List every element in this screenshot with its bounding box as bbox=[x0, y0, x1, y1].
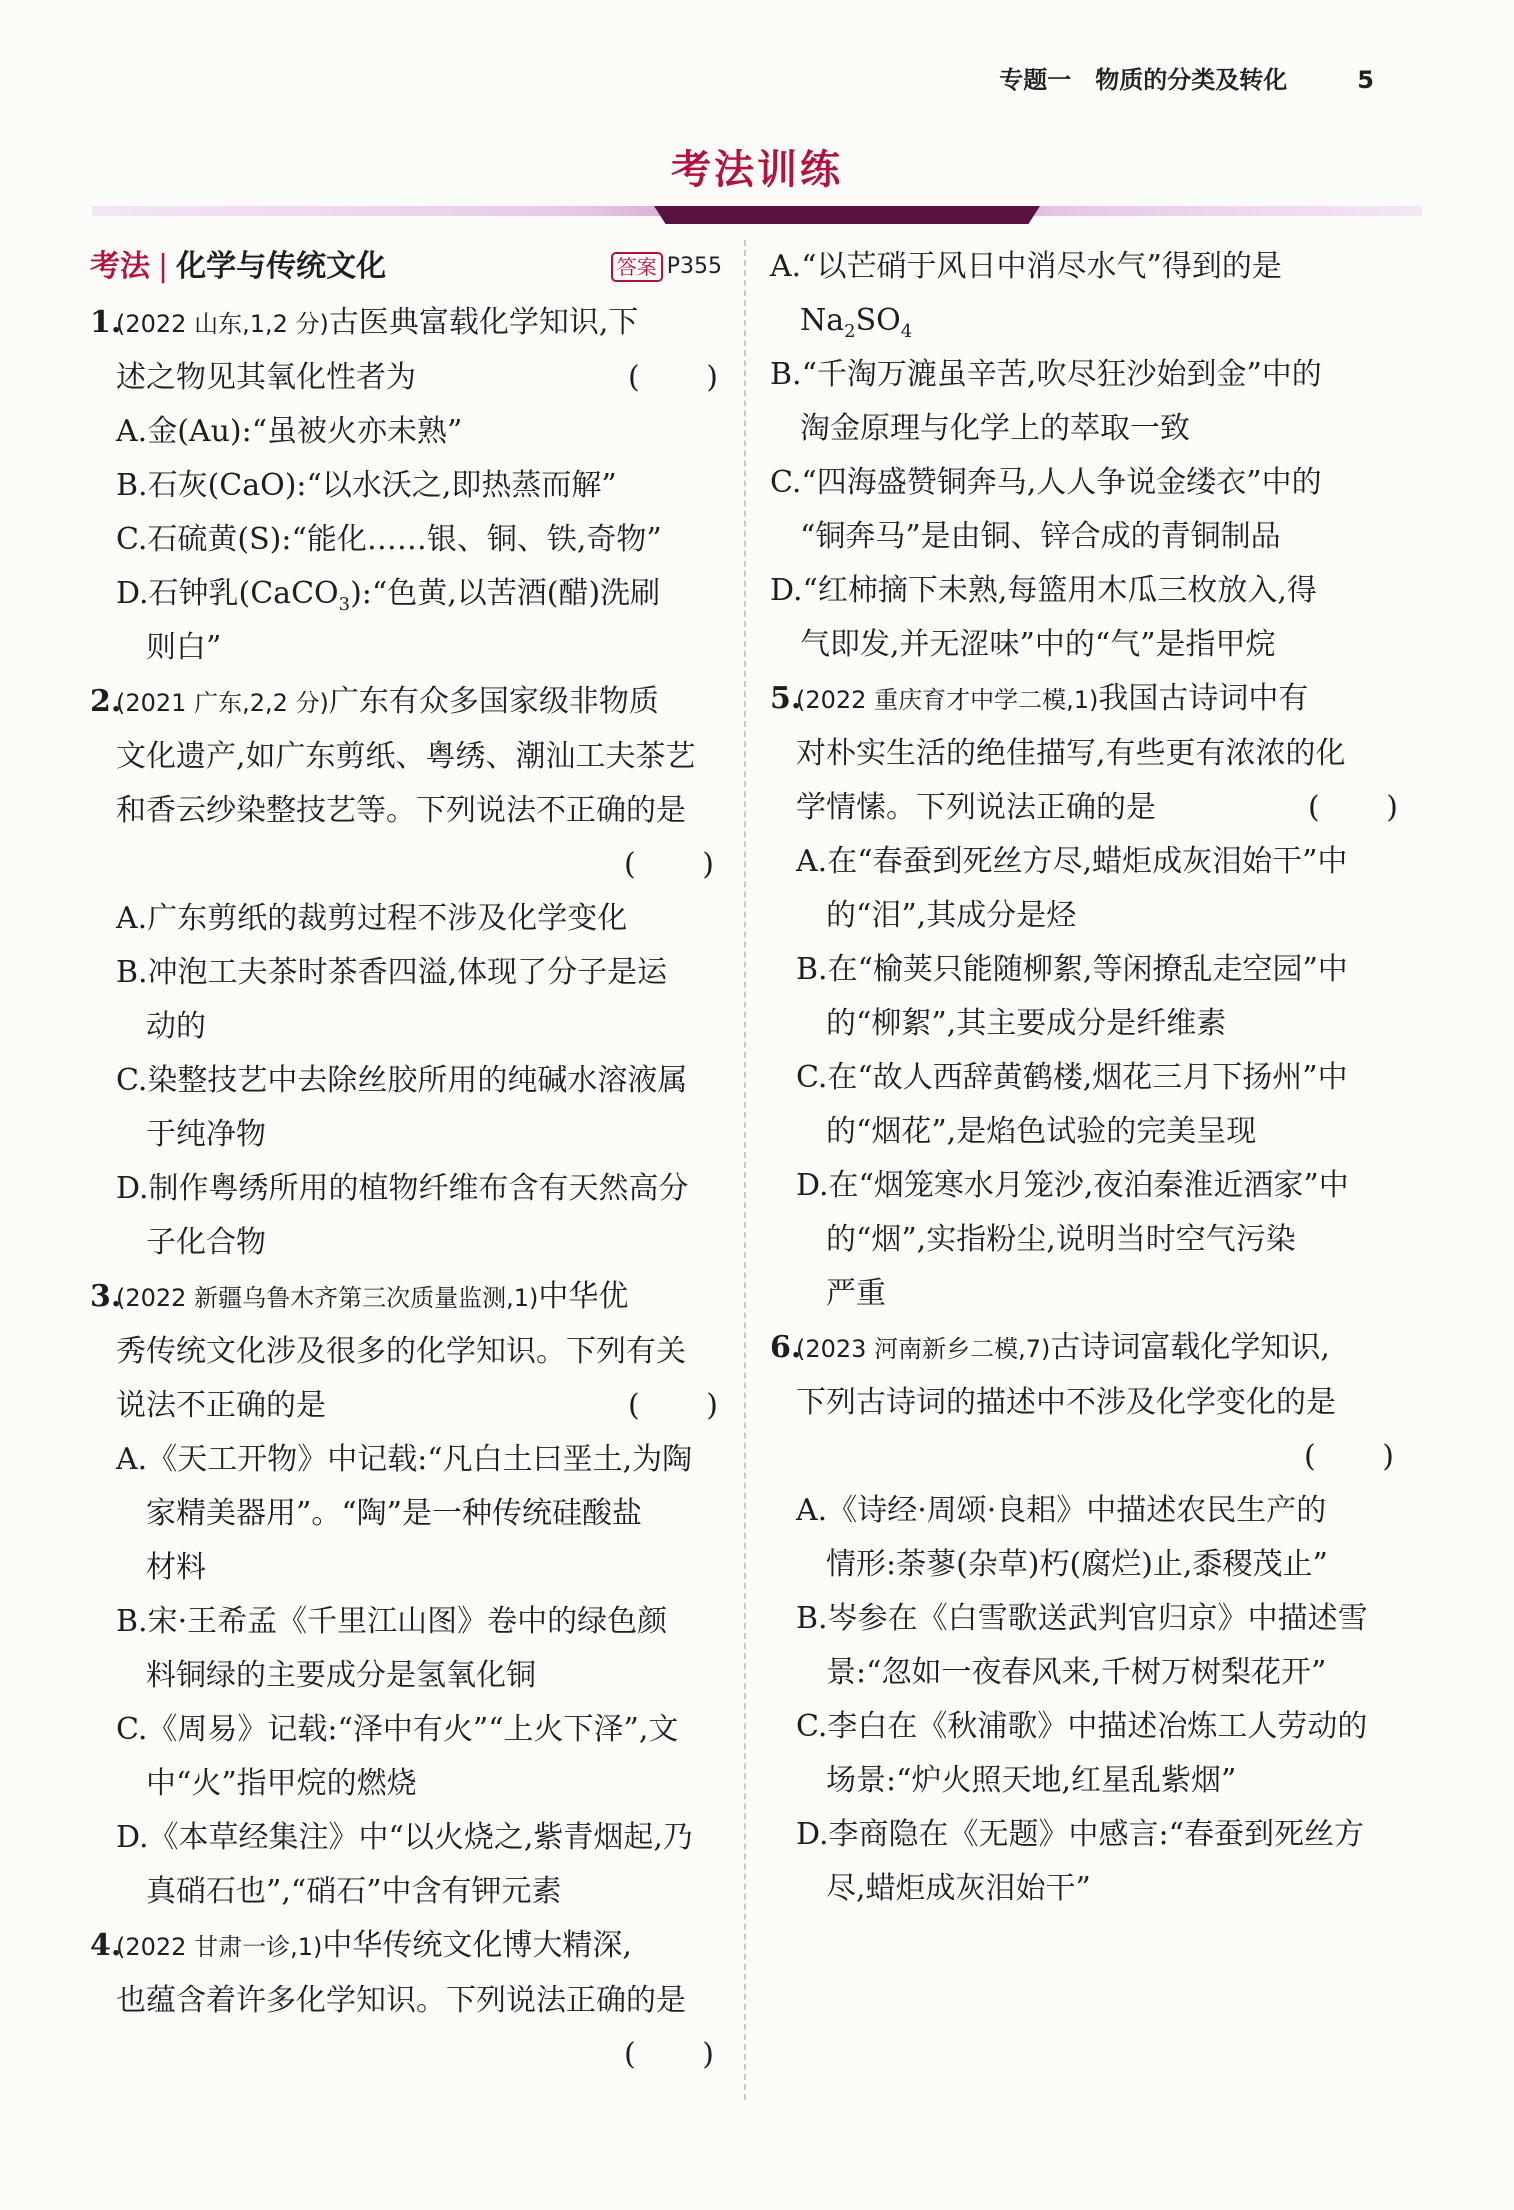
option-a: A.“以芒硝于风日中消尽水气”得到的是 $Na_2SO_4$ bbox=[770, 249, 1282, 342]
option-b: B.“千淘万漉虽辛苦,吹尽狂沙始到金”中的 淘金原理与化学上的萃取一致 bbox=[770, 357, 1322, 446]
running-header bbox=[999, 60, 1374, 95]
question-1 bbox=[90, 296, 722, 405]
answer-blank: ( ) bbox=[628, 1388, 718, 1423]
question-3: 3. (2022 新疆乌鲁木齐第三次质量监测,1)中华优 秀传统文化涉及很多的化学知识。下列有关 说法不正确的是 ( ) bbox=[90, 1270, 722, 1433]
question-source: (2022 重庆育才中学二模,1) bbox=[796, 686, 1099, 714]
answer-blank: ( ) bbox=[1308, 790, 1398, 825]
question-number: 2. bbox=[90, 684, 122, 719]
option-d: D.李商隐在《无题》中感言:“春蚕到死丝方 尽,蜡炬成灰泪始干” bbox=[796, 1817, 1364, 1906]
question-number: 5. bbox=[770, 681, 802, 716]
option-b: B.宋·王希孟《千里江山图》卷中的绿色颜 料铜绿的主要成分是氢氧化铜 bbox=[116, 1604, 668, 1693]
title-rule-accent bbox=[654, 206, 1040, 224]
option-a: A.《诗经·周颂·良耜》中描述农民生产的 情形:荼蓼(杂草)朽(腐烂)止,黍稷茂止” bbox=[796, 1493, 1328, 1582]
answer-page: P355 bbox=[666, 254, 722, 279]
question-6: 6. (2023 河南新乡二模,7)古诗词富载化学知识, 下列古诗词的描述中不涉及化学变化的是 ( ) bbox=[770, 1321, 1402, 1484]
question-source: (2022 甘肃一诊,1) bbox=[116, 1933, 323, 1961]
option-d: D.在“烟笼寒水月笼沙,夜泊秦淮近酒家”中 的“烟”,实指粉尘,说明当时空气污染 严重 bbox=[796, 1168, 1349, 1311]
option-b: B.冲泡工夫茶时茶香四溢,体现了分子是运 动的 bbox=[116, 955, 668, 1044]
section-heading bbox=[90, 240, 722, 294]
question-source: (2022 山东,1,2 分) bbox=[116, 310, 329, 338]
section-separator: | bbox=[158, 249, 169, 284]
option-b: B.岑参在《白雪歌送武判官归京》中描述雪 景:“忽如一夜春风来,千树万树梨花开” bbox=[796, 1601, 1368, 1690]
question-source: (2023 河南新乡二模,7) bbox=[796, 1335, 1051, 1363]
answer-badge: 答案 bbox=[611, 252, 663, 282]
section-name: 化学与传统文化 bbox=[176, 249, 387, 284]
option-b: B.石灰(CaO):“以水沃之,即热蒸而解” bbox=[116, 468, 617, 503]
answer-blank: ( ) bbox=[624, 847, 714, 882]
option-d: D.制作粤绣所用的植物纤维布含有天然高分 子化合物 bbox=[116, 1171, 689, 1260]
answer-blank: ( ) bbox=[624, 2037, 714, 2072]
option-a: A.在“春蚕到死丝方尽,蜡炬成灰泪始干”中 的“泪”,其成分是烃 bbox=[796, 844, 1348, 933]
section-tag: 考法 bbox=[90, 249, 150, 284]
option-a: A.金(Au):“虽被火亦未熟” bbox=[116, 414, 463, 449]
question-2: 2. (2021 广东,2,2 分)广东有众多国家级非物质 文化遗产,如广东剪纸、粤绣、潮汕工夫茶艺 和香云纱染整技艺等。下列说法不正确的是 ( ) bbox=[90, 675, 722, 892]
answer-blank: ( ) bbox=[1304, 1439, 1394, 1474]
option-d: D.石钟乳(CaCO$_3$):“色黄,以苦酒(醋)洗刷 则白” bbox=[116, 576, 661, 665]
answer-reference bbox=[611, 240, 722, 294]
question-4: 4. (2022 甘肃一诊,1)中华传统文化博大精深, 也蕴含着许多化学知识。下列说法正确的是 ( ) bbox=[90, 1919, 722, 2082]
page-title: 考法训练 bbox=[671, 147, 843, 193]
question-text: 述之物见其氧化性者为 bbox=[116, 360, 416, 395]
question-text: 古医典富载化学知识,下 bbox=[328, 305, 639, 340]
option-c: C.染整技艺中去除丝胶所用的纯碱水溶液属 于纯净物 bbox=[116, 1063, 688, 1152]
option-a: A.《天工开物》中记载:“凡白土曰垩土,为陶 家精美器用”。“陶”是一种传统硅酸盐 材料 bbox=[116, 1442, 693, 1585]
page-number: 5 bbox=[1357, 66, 1374, 94]
option-c: C.“四海盛赞铜奔马,人人争说金缕衣”中的 “铜奔马”是由铜、锌合成的青铜制品 bbox=[770, 465, 1322, 554]
option-c: C.李白在《秋浦歌》中描述冶炼工人劳动的 场景:“炉火照天地,红星乱紫烟” bbox=[796, 1709, 1368, 1798]
option-d: D.“红柿摘下未熟,每篮用木瓜三枚放入,得 气即发,并无涩味”中的“气”是指甲烷 bbox=[770, 573, 1317, 662]
question-source: (2021 广东,2,2 分) bbox=[116, 689, 329, 717]
option-c: C.石硫黄(S):“能化……银、铜、铁,奇物” bbox=[116, 522, 662, 557]
question-number: 1. bbox=[90, 305, 122, 340]
option-c: C.在“故人西辞黄鹤楼,烟花三月下扬州”中 的“烟花”,是焰色试验的完美呈现 bbox=[796, 1060, 1348, 1149]
chapter-title: 专题一 物质的分类及转化 bbox=[999, 66, 1288, 94]
title-rule bbox=[92, 206, 1422, 216]
option-c: C.《周易》记载:“泽中有火”“上火下泽”,文 中“火”指甲烷的燃烧 bbox=[116, 1712, 679, 1801]
question-number: 4. bbox=[90, 1928, 122, 1963]
option-d: D.《本草经集注》中“以火烧之,紫青烟起,乃 真硝石也”,“硝石”中含有钾元素 bbox=[116, 1820, 693, 1909]
option-b: B.在“榆荚只能随柳絮,等闲撩乱走空园”中 的“柳絮”,其主要成分是纤维素 bbox=[796, 952, 1348, 1041]
question-source: (2022 新疆乌鲁木齐第三次质量监测,1) bbox=[116, 1284, 539, 1312]
column-divider bbox=[744, 240, 746, 2100]
question-number: 6. bbox=[770, 1330, 802, 1365]
option-a: A.广东剪纸的裁剪过程不涉及化学变化 bbox=[116, 901, 628, 936]
left-column bbox=[90, 240, 722, 2082]
answer-blank: ( ) bbox=[628, 360, 718, 395]
right-column bbox=[770, 240, 1402, 1916]
question-5: 5. (2022 重庆育才中学二模,1)我国古诗词中有 对朴实生活的绝佳描写,有些更有浓浓的化 学情愫。下列说法正确的是 ( ) bbox=[770, 672, 1402, 835]
question-number: 3. bbox=[90, 1279, 122, 1314]
